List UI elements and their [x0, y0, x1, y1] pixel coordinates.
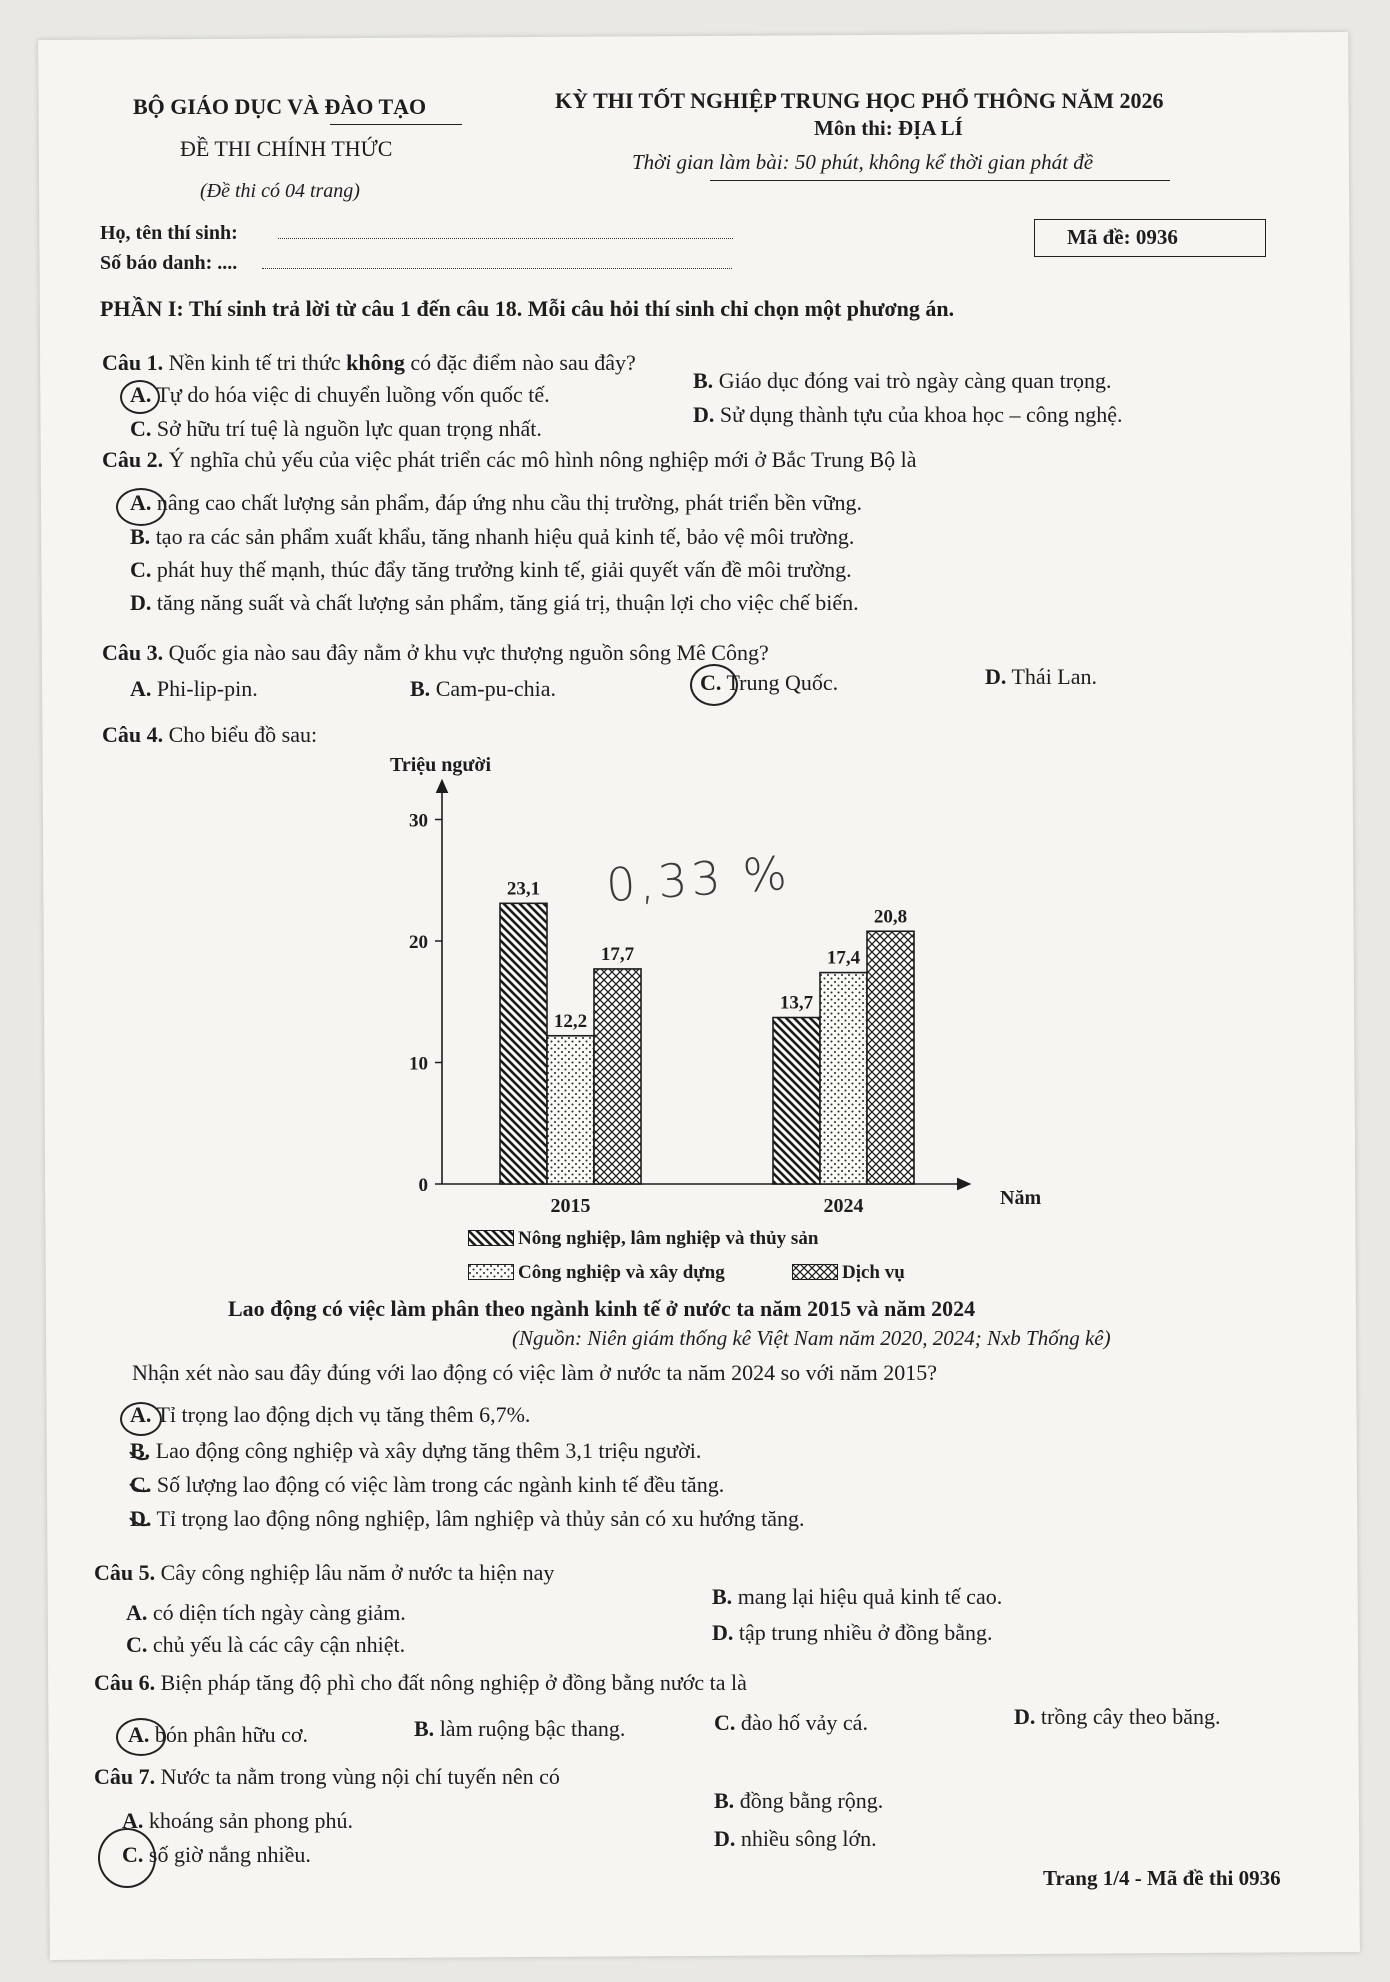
y-tick-label-20: 20	[409, 932, 428, 953]
answer-circle-q6	[116, 1718, 166, 1756]
data-label-2015-series-0: 23,1	[506, 878, 541, 900]
q5-option-d[interactable]: D. tập trung nhiều ở đồng bằng.	[712, 1620, 993, 1645]
q3-option-d[interactable]: D. Thái Lan.	[985, 664, 1098, 689]
q2-option-d[interactable]: D. tăng năng suất và chất lượng sản phẩm, tăng giá trị, thuận lợi cho việc chế biến.	[130, 590, 859, 615]
candidate-id-label: Số báo danh: ....	[100, 252, 238, 274]
q4-option-c[interactable]: C. Số lượng lao động có việc làm trong các ngành kinh tế đều tăng.	[130, 1472, 725, 1497]
data-label-2024-series-1: 17,4	[826, 947, 861, 969]
question-4-prompt: Nhận xét nào sau đây đúng với lao động có việc làm ở nước ta năm 2024 so với năm 2015?	[132, 1360, 938, 1385]
question-1-stem: Câu 1. Nền kinh tế tri thức không có đặc điểm nào sau đây?	[102, 350, 636, 375]
bar-2015-series-1	[547, 1036, 594, 1184]
question-7-stem: Câu 7. Nước ta nằm trong vùng nội chí tuyến nên có	[94, 1764, 560, 1789]
q2-option-b[interactable]: B. tạo ra các sản phẩm xuất khẩu, tăng nhanh hiệu quả kinh tế, bảo vệ môi trường.	[130, 524, 855, 549]
y-tick-label-0: 0	[418, 1175, 428, 1196]
subject-label: Môn thi: ĐỊA LÍ	[814, 116, 963, 140]
exam-time: Thời gian làm bài: 50 phút, không kể thời gian phát đề	[632, 150, 1094, 174]
q5-option-b[interactable]: B. mang lại hiệu quả kinh tế cao.	[712, 1584, 1003, 1609]
chart-source: (Nguồn: Niên giám thống kê Việt Nam năm 2020, 2024; Nxb Thống kê)	[512, 1326, 1111, 1350]
q7-option-d[interactable]: D. nhiều sông lớn.	[714, 1826, 877, 1851]
question-3-number: Câu 3.	[102, 640, 164, 665]
exam-code: Mã đề: 0936	[1067, 225, 1178, 249]
candidate-name-label: Họ, tên thí sinh:	[100, 222, 238, 244]
q4-option-b[interactable]: B. Lao động công nghiệp và xây dựng tăng thêm 3,1 triệu người.	[130, 1438, 702, 1463]
question-6-number: Câu 6.	[94, 1670, 156, 1695]
q2-option-a[interactable]: A. nâng cao chất lượng sản phẩm, đáp ứng nhu cầu thị trường, phát triển bền vững.	[130, 490, 863, 515]
handwritten-note: 0,33 %	[604, 845, 793, 913]
q4-option-d[interactable]: D. Tỉ trọng lao động nông nghiệp, lâm nghiệp và thủy sản có xu hướng tăng.	[130, 1506, 805, 1531]
legend-item-agriculture: Nông nghiệp, lâm nghiệp và thủy sản	[468, 1228, 818, 1250]
question-5-stem: Câu 5. Cây công nghiệp lâu năm ở nước ta hiện nay	[94, 1560, 555, 1585]
y-axis-title: Triệu người	[390, 754, 492, 776]
question-4-stem: Câu 4. Cho biểu đồ sau:	[102, 722, 318, 747]
q3-option-b[interactable]: B. Cam-pu-chia.	[410, 676, 557, 701]
legend-swatch-industry	[468, 1264, 514, 1280]
ministry-name: BỘ GIÁO DỤC VÀ ĐÀO TẠO	[133, 94, 427, 119]
q7-option-b[interactable]: B. đồng bằng rộng.	[714, 1788, 884, 1813]
answer-circle-q7	[98, 1828, 156, 1888]
question-7-number: Câu 7.	[94, 1764, 156, 1789]
question-6-stem: Câu 6. Biện pháp tăng độ phì cho đất nông nghiệp ở đồng bằng nước ta là	[94, 1670, 747, 1695]
q6-option-a[interactable]: A. bón phân hữu cơ.	[128, 1722, 308, 1747]
bar-2024-series-0	[773, 1018, 820, 1184]
bar-2024-series-1	[820, 973, 867, 1184]
y-tick-label-30: 30	[409, 810, 428, 832]
official-label: ĐỀ THI CHÍNH THỨC	[180, 136, 393, 161]
data-label-2015-series-1: 12,2	[553, 1010, 588, 1032]
data-label-2024-series-0: 13,7	[779, 992, 814, 1014]
question-5-number: Câu 5.	[94, 1560, 156, 1585]
legend-item-services: Dịch vụ	[792, 1262, 905, 1284]
q3-option-c[interactable]: C. Trung Quốc.	[700, 670, 839, 695]
data-label-2015-series-2: 17,7	[600, 943, 635, 965]
q7-option-c[interactable]: C. số giờ nắng nhiều.	[122, 1842, 311, 1867]
bar-2015-series-2	[594, 969, 641, 1184]
question-2-stem: Câu 2. Ý nghĩa chủ yếu của việc phát triển các mô hình nông nghiệp mới ở Bắc Trung Bộ là	[102, 447, 917, 472]
q1-option-d[interactable]: D. Sử dụng thành tựu của khoa học – công nghệ.	[693, 402, 1123, 427]
q4-option-a[interactable]: A. Tỉ trọng lao động dịch vụ tăng thêm 6,7%.	[130, 1402, 531, 1427]
question-4-number: Câu 4.	[102, 722, 164, 747]
q1-option-c[interactable]: C. Sở hữu trí tuệ là nguồn lực quan trọng nhất.	[130, 416, 542, 441]
answer-tick-marks-q4	[118, 1432, 168, 1542]
chart-caption: Lao động có việc làm phân theo ngành kinh tế ở nước ta năm 2015 và năm 2024	[228, 1296, 976, 1321]
part-1-instructions: PHẦN I: Thí sinh trả lời từ câu 1 đến câu 18. Mỗi câu hỏi thí sinh chỉ chọn một phương án.	[100, 296, 955, 321]
data-label-2024-series-2: 20,8	[873, 906, 908, 928]
q6-option-d[interactable]: D. trồng cây theo băng.	[1014, 1704, 1221, 1729]
q7-option-a[interactable]: A. khoáng sản phong phú.	[122, 1808, 353, 1833]
pages-note: (Đề thi có 04 trang)	[200, 180, 360, 202]
page-footer: Trang 1/4 - Mã đề thi 0936	[1043, 1866, 1281, 1890]
question-1-number: Câu 1.	[102, 350, 164, 375]
x-category-label-2015: 2015	[550, 1195, 591, 1217]
q1-option-b[interactable]: B. Giáo dục đóng vai trò ngày càng quan trọng.	[693, 368, 1112, 393]
question-1-emphasis: không	[346, 350, 405, 375]
y-tick-label-10: 10	[409, 1053, 428, 1075]
legend-item-industry: Công nghiệp và xây dựng	[468, 1262, 725, 1284]
x-category-label-2024: 2024	[823, 1195, 864, 1217]
q5-option-c[interactable]: C. chủ yếu là các cây cận nhiệt.	[126, 1632, 406, 1657]
legend-swatch-agriculture	[468, 1230, 514, 1246]
chart-marks	[409, 785, 965, 1217]
bar-2024-series-2	[867, 931, 914, 1184]
q6-option-c[interactable]: C. đào hố vảy cá.	[714, 1710, 868, 1735]
question-2-number: Câu 2.	[102, 447, 164, 472]
legend-swatch-services	[792, 1264, 838, 1280]
bar-2015-series-0	[500, 903, 547, 1184]
q3-option-a[interactable]: A. Phi-lip-pin.	[130, 676, 258, 701]
q1-option-a[interactable]: A. Tự do hóa việc di chuyển luồng vốn quốc tế.	[130, 382, 550, 407]
question-3-stem: Câu 3. Quốc gia nào sau đây nằm ở khu vực thượng nguồn sông Mê Công?	[102, 640, 769, 665]
exam-title: KỲ THI TỐT NGHIỆP TRUNG HỌC PHỔ THÔNG NĂM 2026	[555, 88, 1164, 113]
x-axis-title: Năm	[1000, 1187, 1042, 1209]
answer-circle-q4	[120, 1402, 162, 1436]
q6-option-b[interactable]: B. làm ruộng bậc thang.	[414, 1716, 626, 1741]
q2-option-c[interactable]: C. phát huy thế mạnh, thúc đẩy tăng trưởng kinh tế, giải quyết vấn đề môi trường.	[130, 557, 852, 582]
q5-option-a[interactable]: A. có diện tích ngày càng giảm.	[126, 1600, 406, 1625]
